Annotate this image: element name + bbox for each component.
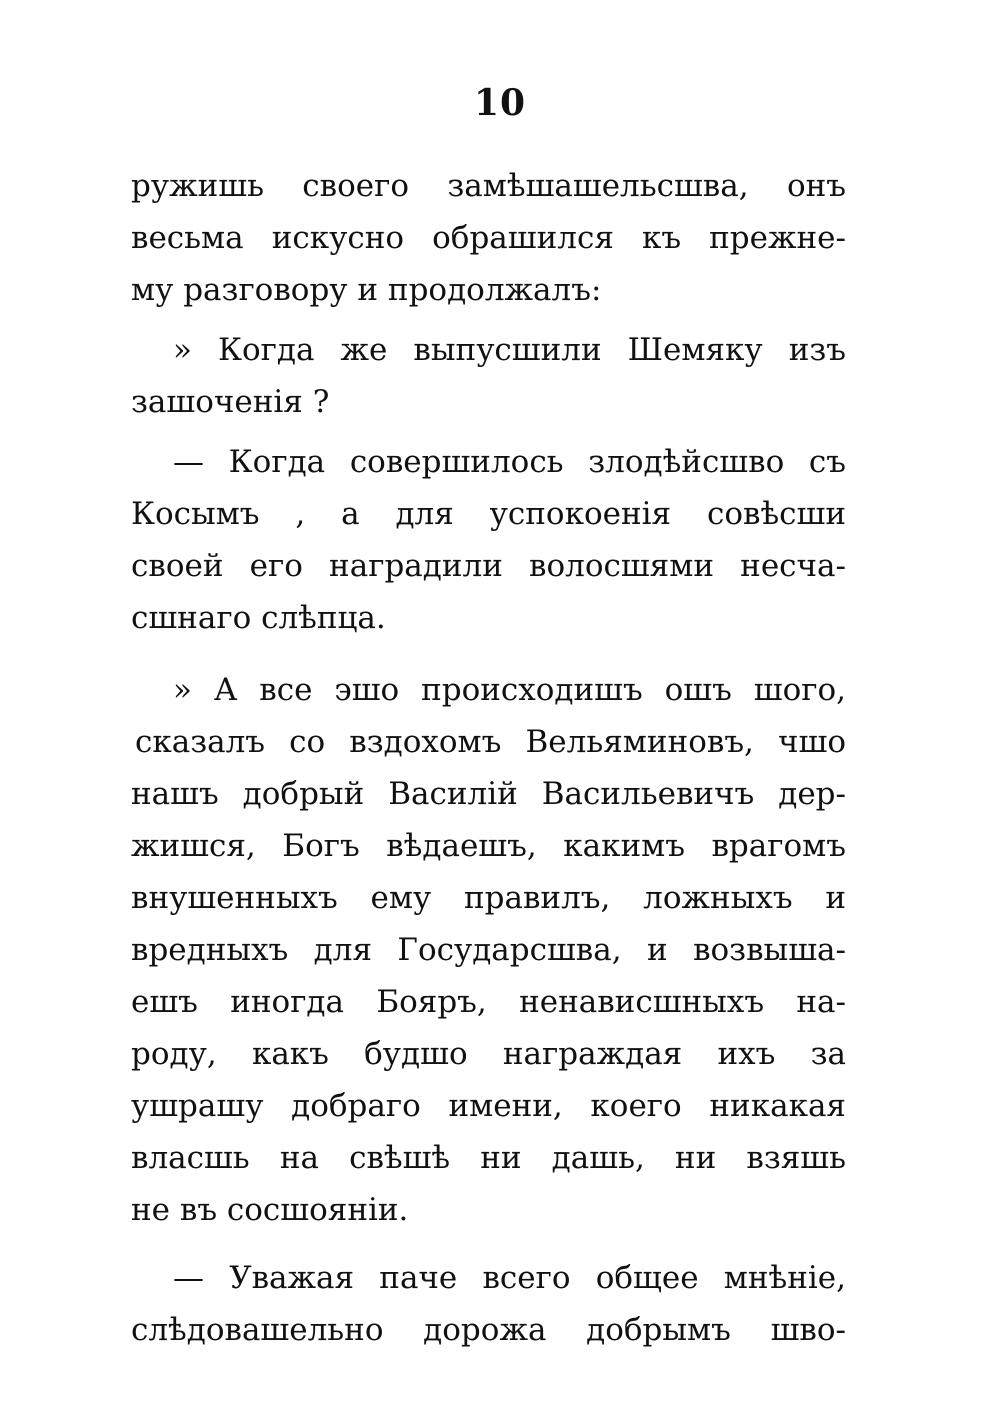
paragraph — [131, 160, 846, 316]
body-text — [131, 160, 846, 1356]
text-line: » Когда же выпусшили Шемяку изъ — [173, 332, 846, 368]
text-line: — Когда совершилось злодѣйсшво съ — [173, 444, 846, 480]
text-line: — Уважая паче всего общее мнѣніе, — [173, 1260, 846, 1296]
text-line: Косымъ , а для успокоенія совѣсши — [131, 496, 846, 532]
text-line: не въ сосшояніи. — [131, 1192, 409, 1228]
text-line: зашоченія ? — [131, 384, 330, 420]
text-line: власшь на свѣшѣ ни дашь, ни взяшь — [131, 1140, 846, 1176]
paragraph — [131, 664, 846, 1236]
text-line: весьма искусно обрашился къ прежне- — [131, 220, 846, 256]
paragraph — [131, 324, 846, 428]
text-line: сшнаго слѣпца. — [131, 600, 386, 636]
text-line: своей его наградили волосшями несча- — [131, 548, 846, 584]
text-line: ушрашу добраго имени, коего никакая — [131, 1088, 846, 1124]
text-line: жишся, Богъ вѣдаешъ, какимъ врагомъ — [131, 828, 846, 864]
text-line: вредныхъ для Государсшва, и возвыша- — [131, 932, 846, 968]
paragraph — [131, 1252, 846, 1356]
text-line: ружишь своего замѣшашельсшва, онъ — [131, 168, 846, 204]
text-line: внушенныхъ ему правилъ, ложныхъ и — [131, 880, 846, 916]
text-line: слѣдовашельно дорожа добрымъ шво- — [131, 1312, 846, 1348]
text-line: » А все эшо происходишъ ошъ шого, — [173, 672, 846, 708]
paragraph — [131, 436, 846, 644]
page-number: 10 — [473, 82, 527, 124]
text-line: му разговору и продолжалъ: — [131, 272, 602, 308]
text-line: ешъ иногда Бояръ, ненависшныхъ на- — [131, 984, 846, 1020]
text-line: сказалъ со вздохомъ Вельяминовъ, чшо — [135, 724, 846, 760]
text-line: роду, какъ будшо награждая ихъ за — [131, 1036, 846, 1072]
text-line: нашъ добрый Василій Васильевичъ дер- — [131, 776, 846, 812]
